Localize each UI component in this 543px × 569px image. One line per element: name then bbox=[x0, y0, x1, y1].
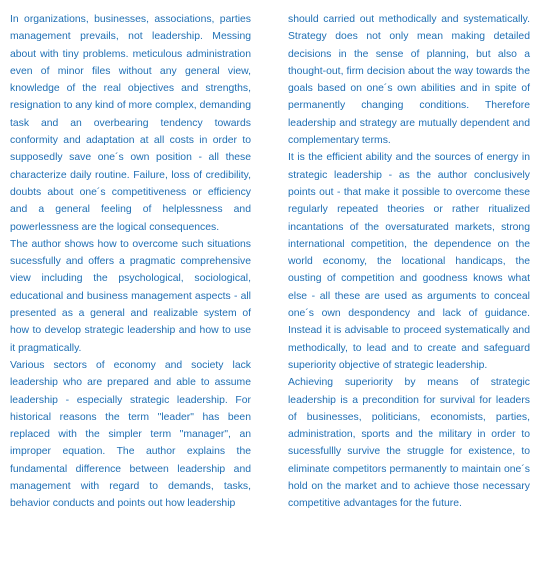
paragraph-achieving-superiority: Achieving superiority by means of strategic leadership is a precondition for survival for leaders of businesses, politicians, economists, parties, administration, sports and the military in order to sucessfullly survive the struggle for existence, to eliminate competitors permanently to maintain one´s hold on the market and to achieve those necessary competitive advantages for the future. bbox=[288, 377, 530, 510]
paragraph-efficient-ability: It is the efficient ability and the sources of energy in strategic leadership - as the author conclusively points out - that make it possible to overcome these regularly repeated theories or rather ritualized incantations of the oversaturated markets, strong international competition, the dependence on the world economy, the locational handicaps, the ousting of competition and goodness knows what else - all these are used as arguments to conceal one´s own despondency and lack of guidance. Instead it is advisable to proceed systematically and methodically, to lead and to create and safeguard superiority objective of strategic leadership. bbox=[288, 152, 530, 371]
left-text-column bbox=[10, 11, 251, 513]
paragraph-strategy-meaning: should carried out methodically and systematically. Strategy does not only mean making detailed decisions in the sense of planning, but also a thought-out, firm decision about the way towards the goals based on one´s own abilities and in spite of permanently changing conditions. Therefore leadership and strategy are mutually dependent and complementary terms. bbox=[288, 14, 530, 147]
right-text-column bbox=[288, 11, 530, 513]
paragraph-management-prevails: In organizations, businesses, associations, parties management prevails, not leadership. Messing about with tiny problems. meticulous administration even of minor files without any general view, knowledge of the real objectives and strengths, resignation to any kind of more complex, demanding task and an overbearing tendency towards conformity and adaptation at all costs in order to supposedly save one´s own position - all these characterize daily routine. Failure, loss of credibility, doubts about one´s competitiveness or efficiency and a general feeling of helplessness and powerlessness are the logical consequences. bbox=[10, 14, 251, 233]
paragraph-sectors-lack-leadership: Various sectors of economy and society lack leadership who are prepared and able to assume leadership - especially strategic leadership. For historical reasons the term "leader" has been replaced with the simpler term "manager", an improper equation. The author explains the fundamental difference between leadership and management with regard to demands, tasks, behavior conducts and points out how leadership bbox=[10, 359, 251, 510]
paragraph-author-shows: The author shows how to overcome such situations sucessfully and offers a pragmatic comprehensive view including the psychological, sociological, educational and business management aspects - all presented as a general and realizable system of how to develop strategic leadership and how to use it pragmatically. bbox=[10, 238, 251, 354]
